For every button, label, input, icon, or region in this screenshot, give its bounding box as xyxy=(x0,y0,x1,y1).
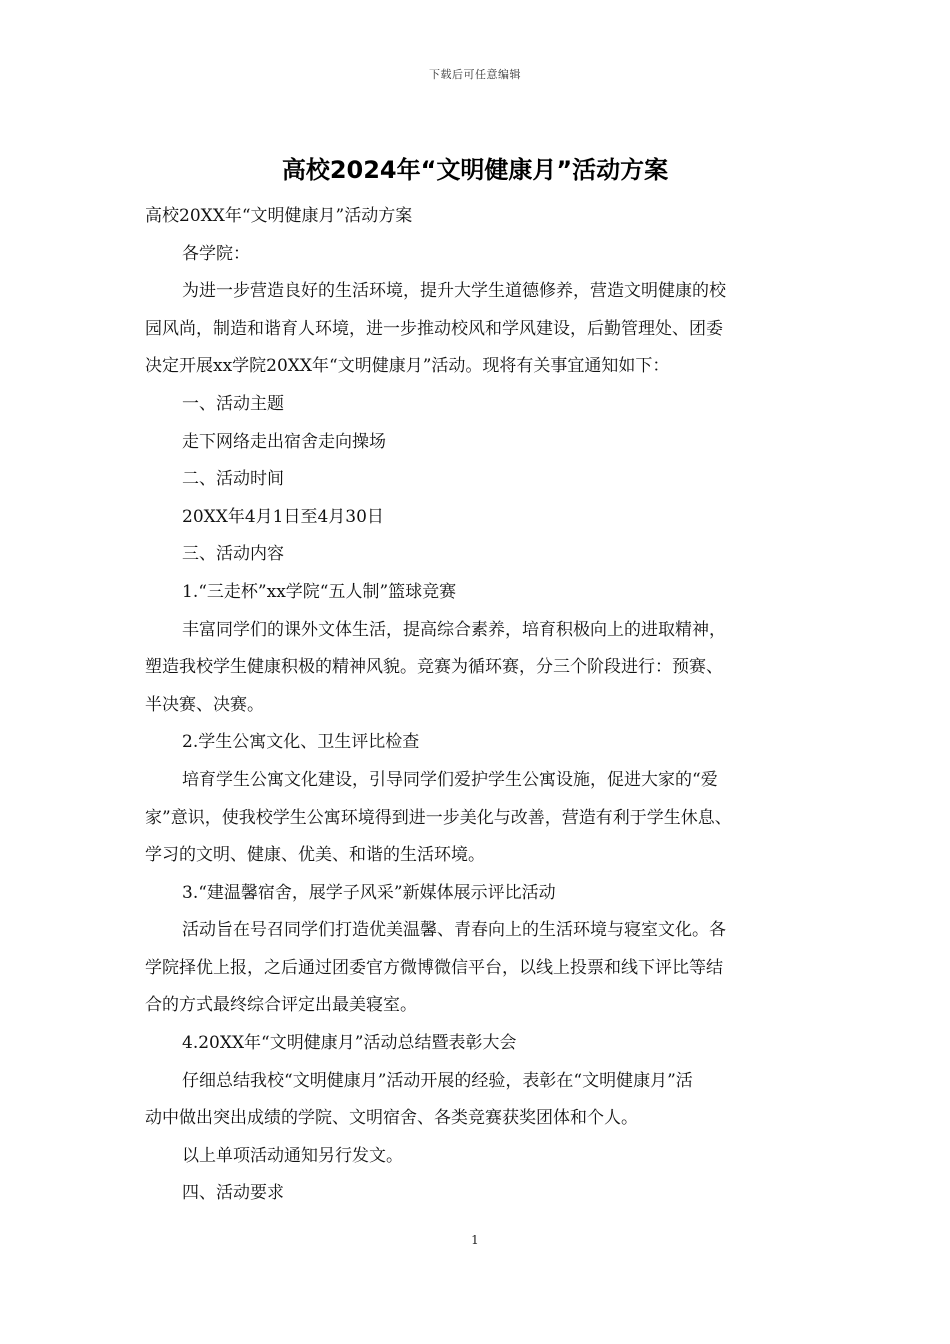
section-text-theme: 走下网络走出宿舍走向操场 xyxy=(182,431,386,452)
closing-note: 以上单项活动通知另行发文。 xyxy=(182,1145,403,1166)
item-heading-dormitory: 2.学生公寓文化、卫生评比检查 xyxy=(182,732,420,753)
item-new-media-line-2: 学院择优上报，之后通过团委官方微博微信平台，以线上投票和线下评比等结 xyxy=(145,957,723,978)
section-heading-content: 三、活动内容 xyxy=(182,544,284,565)
document-subtitle: 高校20XX年“文明健康月”活动方案 xyxy=(145,206,413,226)
section-heading-time: 二、活动时间 xyxy=(182,469,284,490)
intro-line-1: 为进一步营造良好的生活环境，提升大学生道德修养，营造文明健康的校 xyxy=(182,281,726,302)
item-dormitory-line-2: 家”意识，使我校学生公寓环境得到进一步美化与改善，营造有利于学生休息、 xyxy=(145,807,732,828)
item-heading-summary: 4.20XX年“文明健康月”活动总结暨表彰大会 xyxy=(182,1033,517,1054)
item-basketball-line-2: 塑造我校学生健康积极的精神风貌。竞赛为循环赛，分三个阶段进行：预赛、 xyxy=(145,657,723,678)
item-new-media-line-1: 活动旨在号召同学们打造优美温馨、青春向上的生活环境与寝室文化。各 xyxy=(182,920,726,941)
page-number: 1 xyxy=(471,1233,479,1247)
item-basketball-line-3: 半决赛、决赛。 xyxy=(145,694,264,715)
document-title: 高校2024年“文明健康月”活动方案 xyxy=(281,156,669,184)
item-heading-new-media: 3.“建温馨宿舍，展学子风采”新媒体展示评比活动 xyxy=(182,882,556,903)
item-new-media-line-3: 合的方式最终综合评定出最美寝室。 xyxy=(145,995,417,1016)
item-dormitory-line-3: 学习的文明、健康、优美、和谐的生活环境。 xyxy=(145,845,485,866)
intro-line-2: 园风尚，制造和谐育人环境，进一步推动校风和学风建设，后勤管理处、团委 xyxy=(145,318,723,339)
intro-line-3: 决定开展xx学院20XX年“文明健康月”活动。现将有关事宜通知如下： xyxy=(145,356,670,377)
item-summary-line-1: 仔细总结我校“文明健康月”活动开展的经验，表彰在“文明健康月”活 xyxy=(182,1070,693,1091)
section-heading-requirements: 四、活动要求 xyxy=(182,1183,284,1204)
salutation: 各学院： xyxy=(182,243,250,264)
item-dormitory-line-1: 培育学生公寓文化建设，引导同学们爱护学生公寓设施，促进大家的“爱 xyxy=(182,769,718,790)
item-summary-line-2: 动中做出突出成绩的学院、文明宿舍、各类竞赛获奖团体和个人。 xyxy=(145,1108,638,1129)
section-text-time: 20XX年4月1日至4月30日 xyxy=(182,506,384,527)
item-heading-basketball: 1.“三走杯”xx学院“五人制”篮球竞赛 xyxy=(182,581,457,602)
item-basketball-line-1: 丰富同学们的课外文体生活，提高综合素养，培育积极向上的进取精神， xyxy=(182,619,726,640)
section-heading-theme: 一、活动主题 xyxy=(182,393,284,414)
page-header-note: 下载后可任意编辑 xyxy=(429,68,521,81)
document-body xyxy=(145,198,825,1213)
